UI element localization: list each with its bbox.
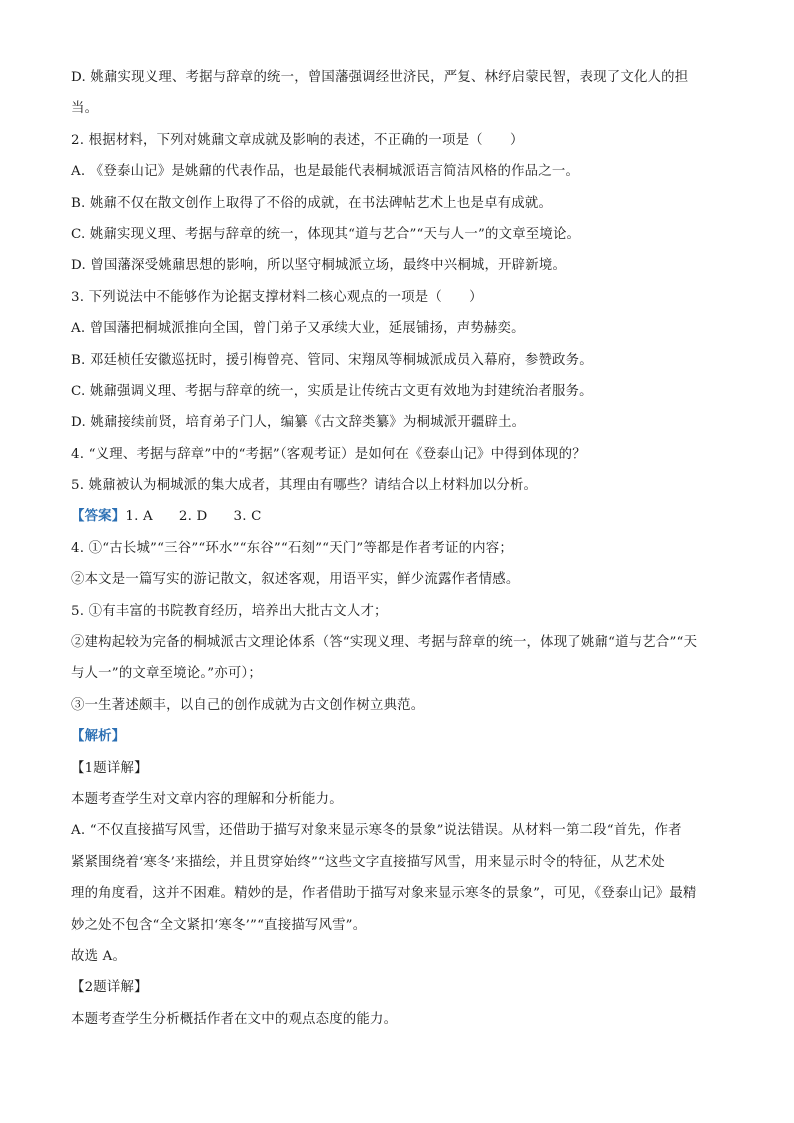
question-3: 3. 下列说法中不能够作为论据支撑材料二核心观点的一项是（ ） [71,289,483,305]
option-a: A. 曾国藩把桐城派推向全国，曾门弟子又承续大业，延展铺扬，声势赫奕。 [71,321,525,337]
answer-tag: 【答案】 [71,508,126,525]
text-line: 当。 [71,101,99,117]
option-d: D. 姚鼐接续前贤，培育弟子门人，编纂《古文辞类纂》为桐城派开疆辟土。 [71,415,526,431]
answer-text: ②建构起较为完备的桐城派古文理论体系（答“实现义理、考据与辞章的统一，体现了姚鼐“道与艺合”“天 [71,635,698,651]
document-page [71,62,727,1035]
question-4: 4. “义理、考据与辞章”中的“考据”（客观考证）是如何在《登泰山记》中得到体现的？ [71,446,586,462]
text-line: D. 姚鼐实现义理、考据与辞章的统一，曾国藩强调经世济民，严复、林纾启蒙民智，表现了文化人的担 [71,70,689,85]
q1-text: 妙之处不包含“全文紧扣‘寒冬’”“直接描写风雪”。 [71,917,367,933]
analysis-tag: 【解析】 [71,728,126,745]
q1-text: 紧紧围绕着‘寒冬’来描绘，并且贯穿始终”“这些文字直接描写风雪，用来显示时令的特征，从艺术处 [71,854,665,870]
q1-text: A. “不仅直接描写风雪，还借助于描写对象来显示寒冬的景象”说法错误。从材料一第二段“首先，作者 [71,823,682,839]
question-2: 2. 根据材料，下列对姚鼐文章成就及影响的表述，不正确的一项是（ ） [71,132,524,148]
q1-text: 理的角度看，这并不困难。精妙的是，作者借助于描写对象来显示寒冬的景象”，可见，《登泰山记》最精 [71,886,697,902]
option-c: C. 姚鼐实现义理、考据与辞章的统一，体现其“道与艺合”“天与人一”的文章至境论。 [71,226,581,242]
answer-text: 与人一”的文章至境论。”亦可）； [71,666,262,682]
q2-text: 本题考查学生分析概括作者在文中的观点态度的能力。 [71,1011,398,1027]
q2-heading: 【2题详解】 [71,980,148,996]
answer-2: 2. D [178,509,208,525]
answer-text: 5. ①有丰富的书院教育经历，培养出大批古文人才； [71,603,388,619]
answer-3: 3. C [233,509,262,525]
option-a: A. 《登泰山记》是姚鼐的代表作品，也是最能代表桐城派语言简洁风格的作品之一。 [71,164,580,180]
analysis-heading [71,721,727,752]
option-b: B. 邓廷桢任安徽巡抚时，援引梅曾亮、管同、宋翔凤等桐城派成员入幕府，参赞政务。 [71,352,593,368]
question-5: 5. 姚鼐被认为桐城派的集大成者，其理由有哪些？请结合以上材料加以分析。 [71,478,538,494]
answer-1: 1. A [125,509,153,525]
option-b: B. 姚鼐不仅在散文创作上取得了不俗的成就，在书法碑帖艺术上也是卓有成就。 [71,195,553,211]
option-d: D. 曾国藩深受姚鼐思想的影响，所以坚守桐城派立场，最终中兴桐城，开辟新境。 [71,258,567,274]
q1-text: 故选 A。 [71,948,127,964]
answer-text: ②本文是一篇写实的游记散文，叙述客观，用语平实，鲜少流露作者情感。 [71,572,520,588]
q1-text: 本题考查学生对文章内容的理解和分析能力。 [71,791,343,807]
answer-text: 4. ①“古长城”“三谷”“环水”“东谷”“石刻”“天门”等都是作者考证的内容； [71,540,513,556]
answer-line [71,501,727,532]
answer-text: ③一生著述颇丰，以自己的创作成就为古文创作树立典范。 [71,697,425,713]
option-c: C. 姚鼐强调义理、考据与辞章的统一，实质是让传统古文更有效地为封建统治者服务。 [71,383,593,399]
q1-heading: 【1题详解】 [71,760,148,776]
